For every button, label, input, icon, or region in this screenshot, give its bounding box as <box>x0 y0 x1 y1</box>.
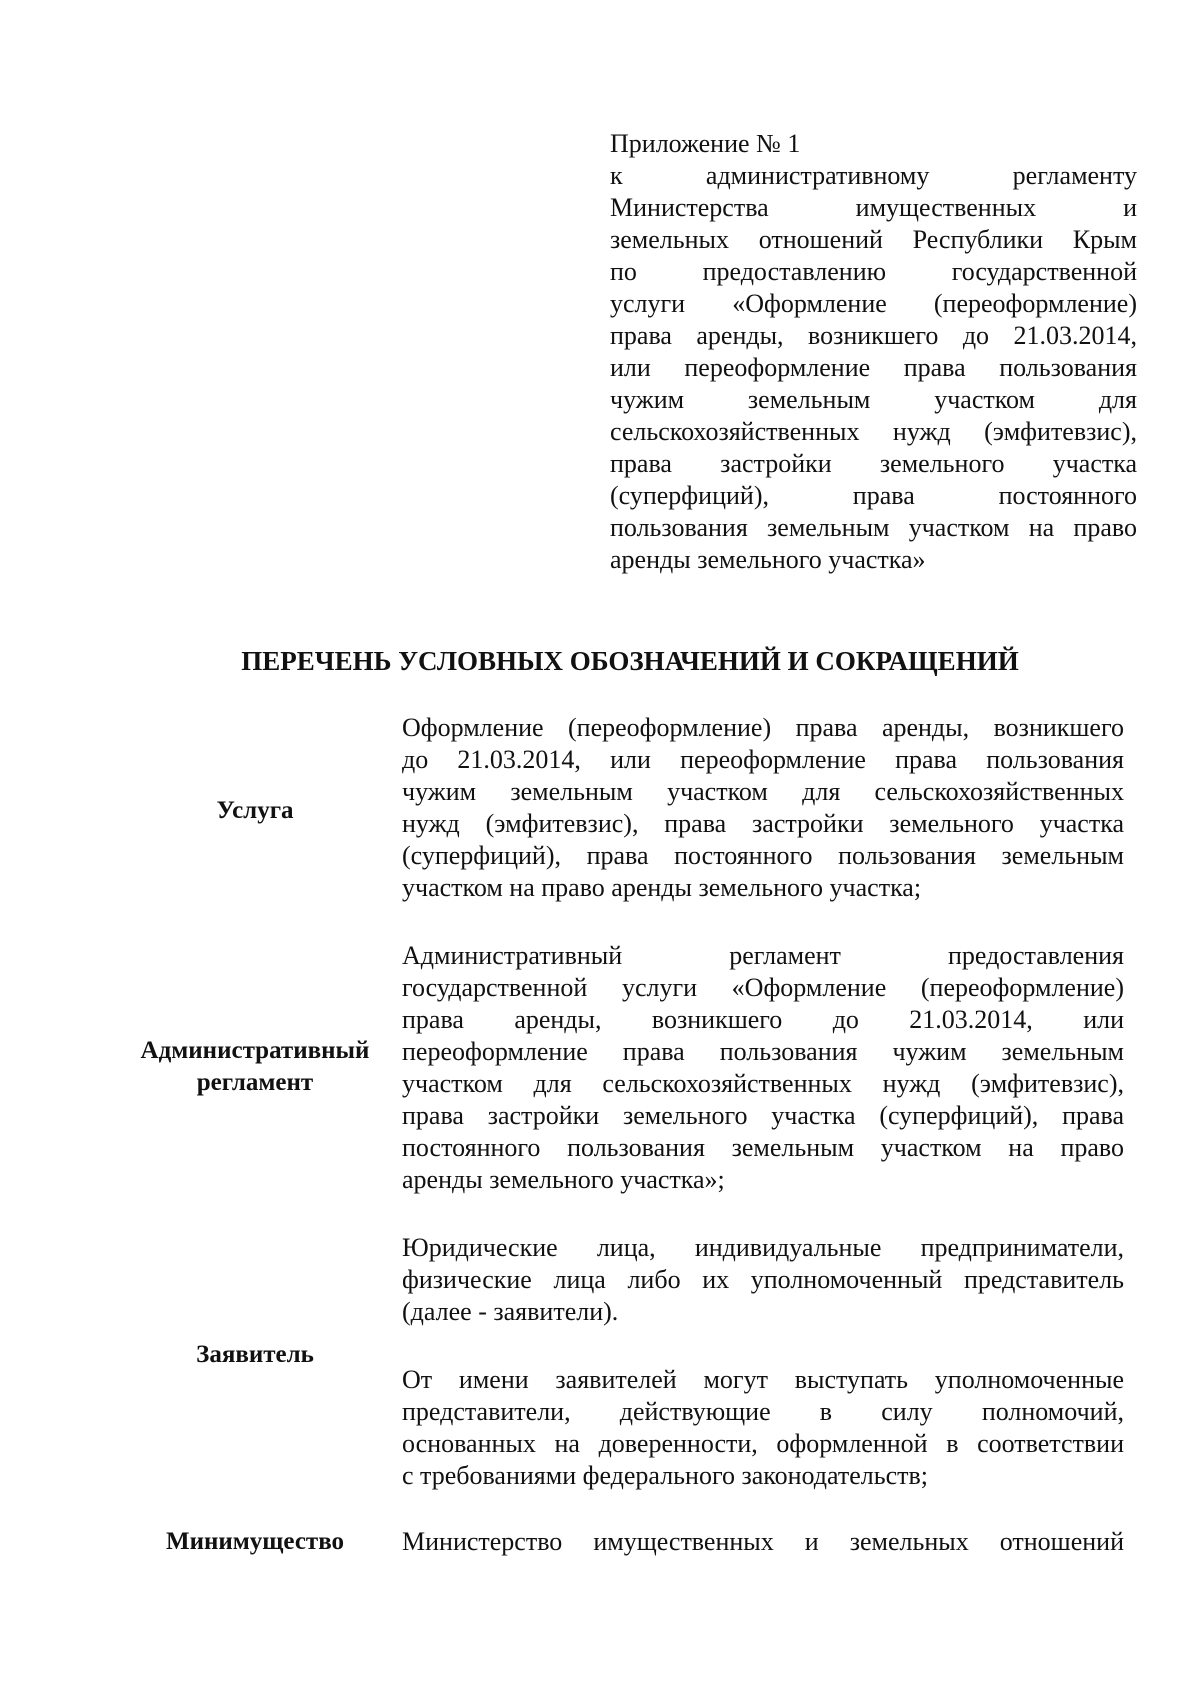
definition-service <box>402 712 1124 904</box>
definition-line: права аренды, возникшего до 21.03.2014, или <box>402 1005 1124 1034</box>
definition-line: (далее - заявители). <box>402 1297 619 1326</box>
term-line: Административный <box>140 1037 370 1064</box>
appendix-line: к административному регламенту <box>610 161 1137 190</box>
definition-line: физические лица либо их уполномоченный представитель <box>402 1265 1124 1294</box>
definition-line: представители, действующие в силу полномочий, <box>402 1397 1124 1426</box>
definition-line: чужим земельным участком для сельскохозяйственных <box>402 777 1124 806</box>
appendix-line: права застройки земельного участка <box>610 449 1137 478</box>
appendix-header <box>610 128 1137 576</box>
definition-line: нужд (эмфитевзис), права застройки земельного участка <box>402 809 1124 838</box>
term-ministry: Минимущество <box>165 1528 345 1555</box>
definition-line: участком для сельскохозяйственных нужд (эмфитевзис), <box>402 1069 1124 1098</box>
definition-line: с требованиями федерального законодательств; <box>402 1461 928 1490</box>
appendix-line: сельскохозяйственных нужд (эмфитевзис), <box>610 417 1137 446</box>
appendix-line: аренды земельного участка» <box>610 545 926 574</box>
definition-admin-regulation <box>402 940 1124 1196</box>
term-admin-regulation <box>120 1035 390 1099</box>
appendix-line: (суперфиций), права постоянного <box>610 481 1137 510</box>
appendix-line: Министерства имущественных и <box>610 193 1137 222</box>
definition-line: права застройки земельного участка (суперфиций), права <box>402 1101 1124 1130</box>
appendix-line: земельных отношений Республики Крым <box>610 225 1137 254</box>
document-heading: ПЕРЕЧЕНЬ УСЛОВНЫХ ОБОЗНАЧЕНИЙ И СОКРАЩЕНИЙ <box>241 646 1019 676</box>
definition-line: основанных на доверенности, оформленной в соответствии <box>402 1429 1124 1458</box>
definition-line: участком на право аренды земельного участка; <box>402 873 922 902</box>
definition-line: аренды земельного участка»; <box>402 1165 725 1194</box>
term-line: регламент <box>196 1069 314 1096</box>
definition-line: Административный регламент предоставления <box>402 941 1124 970</box>
term-service: Услуга <box>216 797 294 824</box>
definition-line: (суперфиций), права постоянного пользования земельным <box>402 841 1124 870</box>
appendix-line: Приложение № 1 <box>610 129 801 158</box>
definition-ministry <box>402 1526 1124 1558</box>
definition-line: постоянного пользования земельным участком на право <box>402 1133 1124 1162</box>
appendix-line: по предоставлению государственной <box>610 257 1137 286</box>
appendix-line: или переоформление права пользования <box>610 353 1137 382</box>
definition-line: переоформление права пользования чужим земельным <box>402 1037 1124 1066</box>
appendix-line: пользования земельным участком на право <box>610 513 1137 542</box>
definition-line: Юридические лица, индивидуальные предприниматели, <box>402 1233 1124 1262</box>
definition-line: Оформление (переоформление) права аренды, возникшего <box>402 713 1124 742</box>
definition-applicant-part2 <box>402 1364 1124 1492</box>
appendix-line: права аренды, возникшего до 21.03.2014, <box>610 321 1137 350</box>
definition-line: до 21.03.2014, или переоформление права пользования <box>402 745 1124 774</box>
appendix-line: услуги «Оформление (переоформление) <box>610 289 1137 318</box>
definition-line: государственной услуги «Оформление (переоформление) <box>402 973 1124 1002</box>
definition-applicant-part1 <box>402 1232 1124 1328</box>
appendix-line: чужим земельным участком для <box>610 385 1137 414</box>
definition-line: От имени заявителей могут выступать уполномоченные <box>402 1365 1124 1394</box>
term-applicant: Заявитель <box>196 1341 314 1368</box>
definition-line: Министерство имущественных и земельных отношений <box>402 1527 1124 1556</box>
